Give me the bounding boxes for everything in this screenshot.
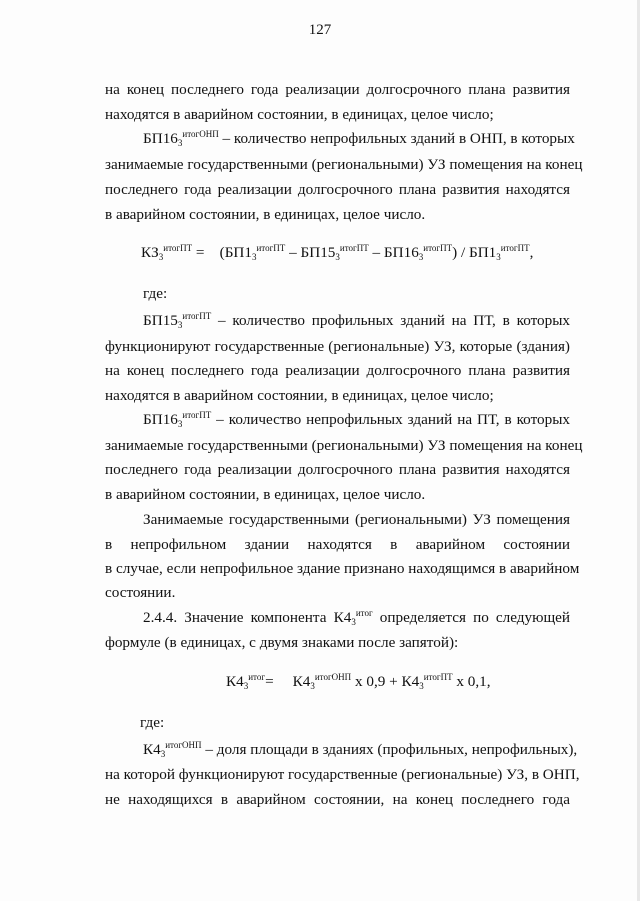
definition-line: $БП15_3^{итогПТ}$ – количество профильных зданий на ПТ, в которых: [143, 311, 571, 330]
text-line: на которой функционируют государственные (региональные) УЗ, в ОНП,: [105, 766, 580, 783]
text-line: формуле (в единицах, с двумя знаками после запятой):: [105, 634, 459, 651]
text-line: не находящихся в аварийном состоянии, на конец последнего года: [105, 791, 570, 808]
text-line: находятся в аварийном состоянии, в единицах, целое число;: [105, 387, 494, 404]
term-k4: $К4_3^{итог}$: [333, 608, 373, 627]
text-line: в случае, если непрофильное здание признано находящимся в аварийном: [105, 560, 580, 577]
text-line: занимаемые государственными (региональными) УЗ помещения на конец: [105, 437, 583, 454]
text-line: последнего года реализации долгосрочного плана развития находятся: [105, 181, 570, 198]
text-line: в аварийном состоянии, в единицах, целое число.: [105, 486, 426, 503]
text-line: последнего года реализации долгосрочного плана развития находятся: [105, 461, 570, 478]
text-line: в непрофильном здании находятся в аварийном состоянии: [105, 536, 570, 553]
text-line: функционируют государственные (региональные) УЗ, которые (здания): [105, 338, 570, 355]
definition-line: $К4_3^{итогОНП}$ – доля площади в зданиях (профильных, непрофильных),: [143, 740, 578, 759]
text-line: занимаемые государственными (региональными) УЗ помещения на конец: [105, 156, 583, 173]
term-bp15-pt: $БП15_3^{итогПТ}$: [143, 311, 212, 330]
text-line: состоянии.: [105, 584, 176, 601]
definition-line: $БП16_3^{итогОНП}$ – количество непрофильных зданий в ОНП, в которых: [143, 129, 575, 148]
term-bp16-onp: $БП16_3^{итогОНП}$: [143, 129, 219, 148]
text-line: в аварийном состоянии, в единицах, целое число.: [105, 206, 426, 223]
definition-line: 2.4.4. Значение компонента $К4_3^{итог}$ определяется по следующей: [143, 608, 571, 627]
text-line: где:: [140, 714, 165, 731]
formula-k4: $К4_3^{итог}=$ $К4_3^{итогОНП}$ х $0,9 + К4_3^{итогПТ}$ х 0,1,: [226, 672, 491, 691]
page-number: 127: [308, 22, 332, 38]
text-line: где:: [143, 285, 168, 302]
text-line: находятся в аварийном состоянии, в единицах, целое число;: [105, 106, 494, 123]
formula-k3: $КЗ_3^{итогПТ}$ = $(БП1_3^{итогПТ} - БП15_3^{итогПТ} - БП16_3^{итогПТ}) / БП1_3^{итогПТ}$,: [141, 243, 534, 262]
text-line: Занимаемые государственными (региональными) УЗ помещения: [143, 511, 570, 528]
definition-line: $БП16_3^{итогПТ}$ – количество непрофильных зданий на ПТ, в которых: [143, 410, 571, 429]
term-bp16-pt: $БП16_3^{итогПТ}$: [143, 410, 212, 429]
term-k4-onp: $К4_3^{итогОНП}$: [143, 740, 202, 759]
text-line: на конец последнего года реализации долгосрочного плана развития: [105, 362, 570, 379]
text-line: на конец последнего года реализации долгосрочного плана развития: [105, 81, 570, 98]
